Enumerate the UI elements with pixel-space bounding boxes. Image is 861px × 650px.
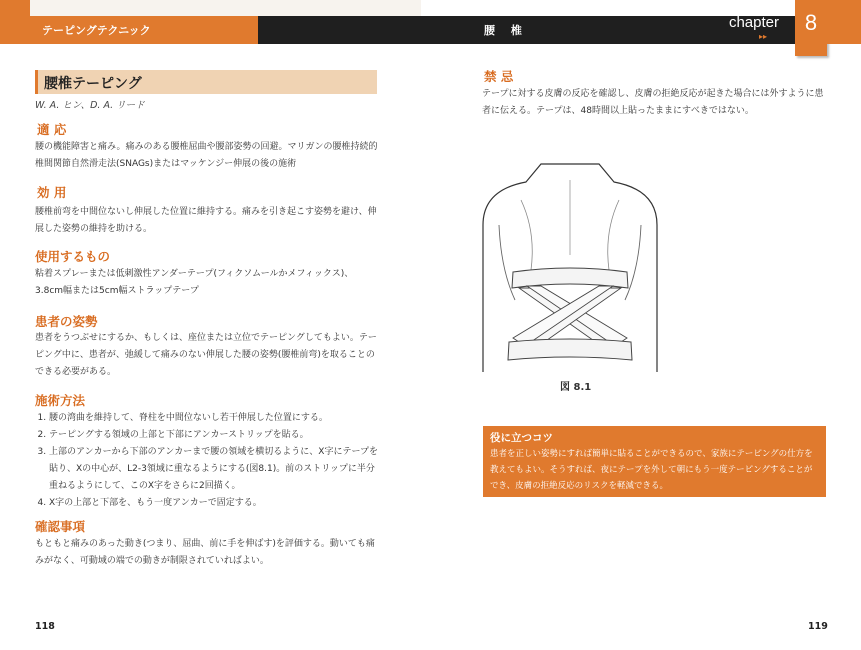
procedure-list bbox=[35, 410, 380, 512]
page-number-left: 118 bbox=[35, 621, 55, 632]
right-header-accent bbox=[827, 0, 861, 44]
heading-procedure: 施術方法 bbox=[35, 393, 86, 408]
heading-indication: 適 応 bbox=[37, 122, 67, 137]
tip-text: 患者を正しい姿勢にすれば簡単に貼ることができるので、家族にテーピングの仕方を教えてもよい。そうすれば、夜にテープを外して朝にもう一度テーピングすることができ、皮膚の拒絶反応のリスクを軽減できる。 bbox=[490, 449, 813, 491]
heading-effect: 効 用 bbox=[37, 185, 67, 200]
left-header-accent bbox=[0, 0, 30, 44]
authors: W. A. ヒン、D. A. リード bbox=[35, 100, 145, 111]
text-contraindications: テープに対する皮膚の反応を確認し、皮膚の拒絶反応が起きた場合には外すように患者に伝える。テープは、48時間以上貼ったままにすべきではない。 bbox=[482, 89, 824, 116]
chapter-label: chapter bbox=[728, 14, 779, 31]
chapter-number: 8 bbox=[795, 0, 827, 56]
page-number-right: 119 bbox=[808, 621, 828, 632]
tape-lower-anchor bbox=[508, 339, 632, 360]
heading-materials: 使用するもの bbox=[35, 249, 111, 264]
procedure-step: 3. 上部のアンカーから下部のアンカーまで腰の領域を横切るように、X字にテープを貼り、Xの中心が、L2-3領域に重なるようにする(図8.1)。前のストリップに半分重ねるようにして、このX字をさらに2回描く。 bbox=[49, 444, 380, 495]
figure-caption: 図 8.1 bbox=[560, 382, 592, 393]
text-patient-position: 患者をうつぶせにするか、もしくは、座位または立位でテーピングしてもよい。テーピング中に、患者が、弛緩して痛みのない伸展した腰の姿勢(腰椎前弯)を取ることのできる必要がある。 bbox=[35, 333, 377, 377]
procedure-step: 2. テーピングする領域の上部と下部にアンカーストリップを貼る。 bbox=[49, 427, 380, 444]
heading-patient-position: 患者の姿勢 bbox=[35, 314, 98, 329]
procedure-step: 1. 腰の湾曲を維持して、脊柱を中間位ないし若干伸展した位置にする。 bbox=[49, 410, 380, 427]
text-effect: 腰椎前弯を中間位ないし伸展した位置に維持する。痛みを引き起こす姿勢を避け、伸展した姿勢の維持を助ける。 bbox=[35, 207, 377, 234]
article-title: 腰椎テーピング bbox=[44, 76, 142, 92]
tip-title: 役に立つコツ bbox=[490, 432, 553, 444]
text-materials: 粘着スプレーまたは低刺激性アンダーテープ(フィクソムールかメフィックス)、3.8cm幅または5cm幅ストラップテープ bbox=[35, 269, 354, 296]
chapter-arrows-icon: ▸▸ bbox=[758, 32, 767, 41]
procedure-step: 4. X字の上部と下部を、もう一度アンカーで固定する。 bbox=[49, 495, 380, 512]
heading-contraindications: 禁 忌 bbox=[484, 69, 514, 84]
section-header-bar bbox=[258, 16, 861, 44]
section-title: 腰 椎 bbox=[484, 24, 528, 37]
heading-check: 確認事項 bbox=[35, 519, 86, 534]
text-check: もともと痛みのあった動き(つまり、屈曲、前に手を伸ばす)を評価する。動いても痛みがなく、可動域の端での動きが制限されていればよい。 bbox=[35, 539, 375, 566]
article-title-box bbox=[35, 70, 377, 94]
figure-8-1 bbox=[481, 160, 659, 372]
text-indication: 腰の機能障害と痛み。痛みのある腰椎屈曲や腰部姿勢の回避。マリガンの腰椎持続的椎間関節自然滑走法(SNAGs)またはマッケンジー伸展の後の施術 bbox=[35, 142, 378, 169]
running-title: テーピングテクニック bbox=[42, 24, 151, 37]
tip-box bbox=[483, 426, 826, 497]
